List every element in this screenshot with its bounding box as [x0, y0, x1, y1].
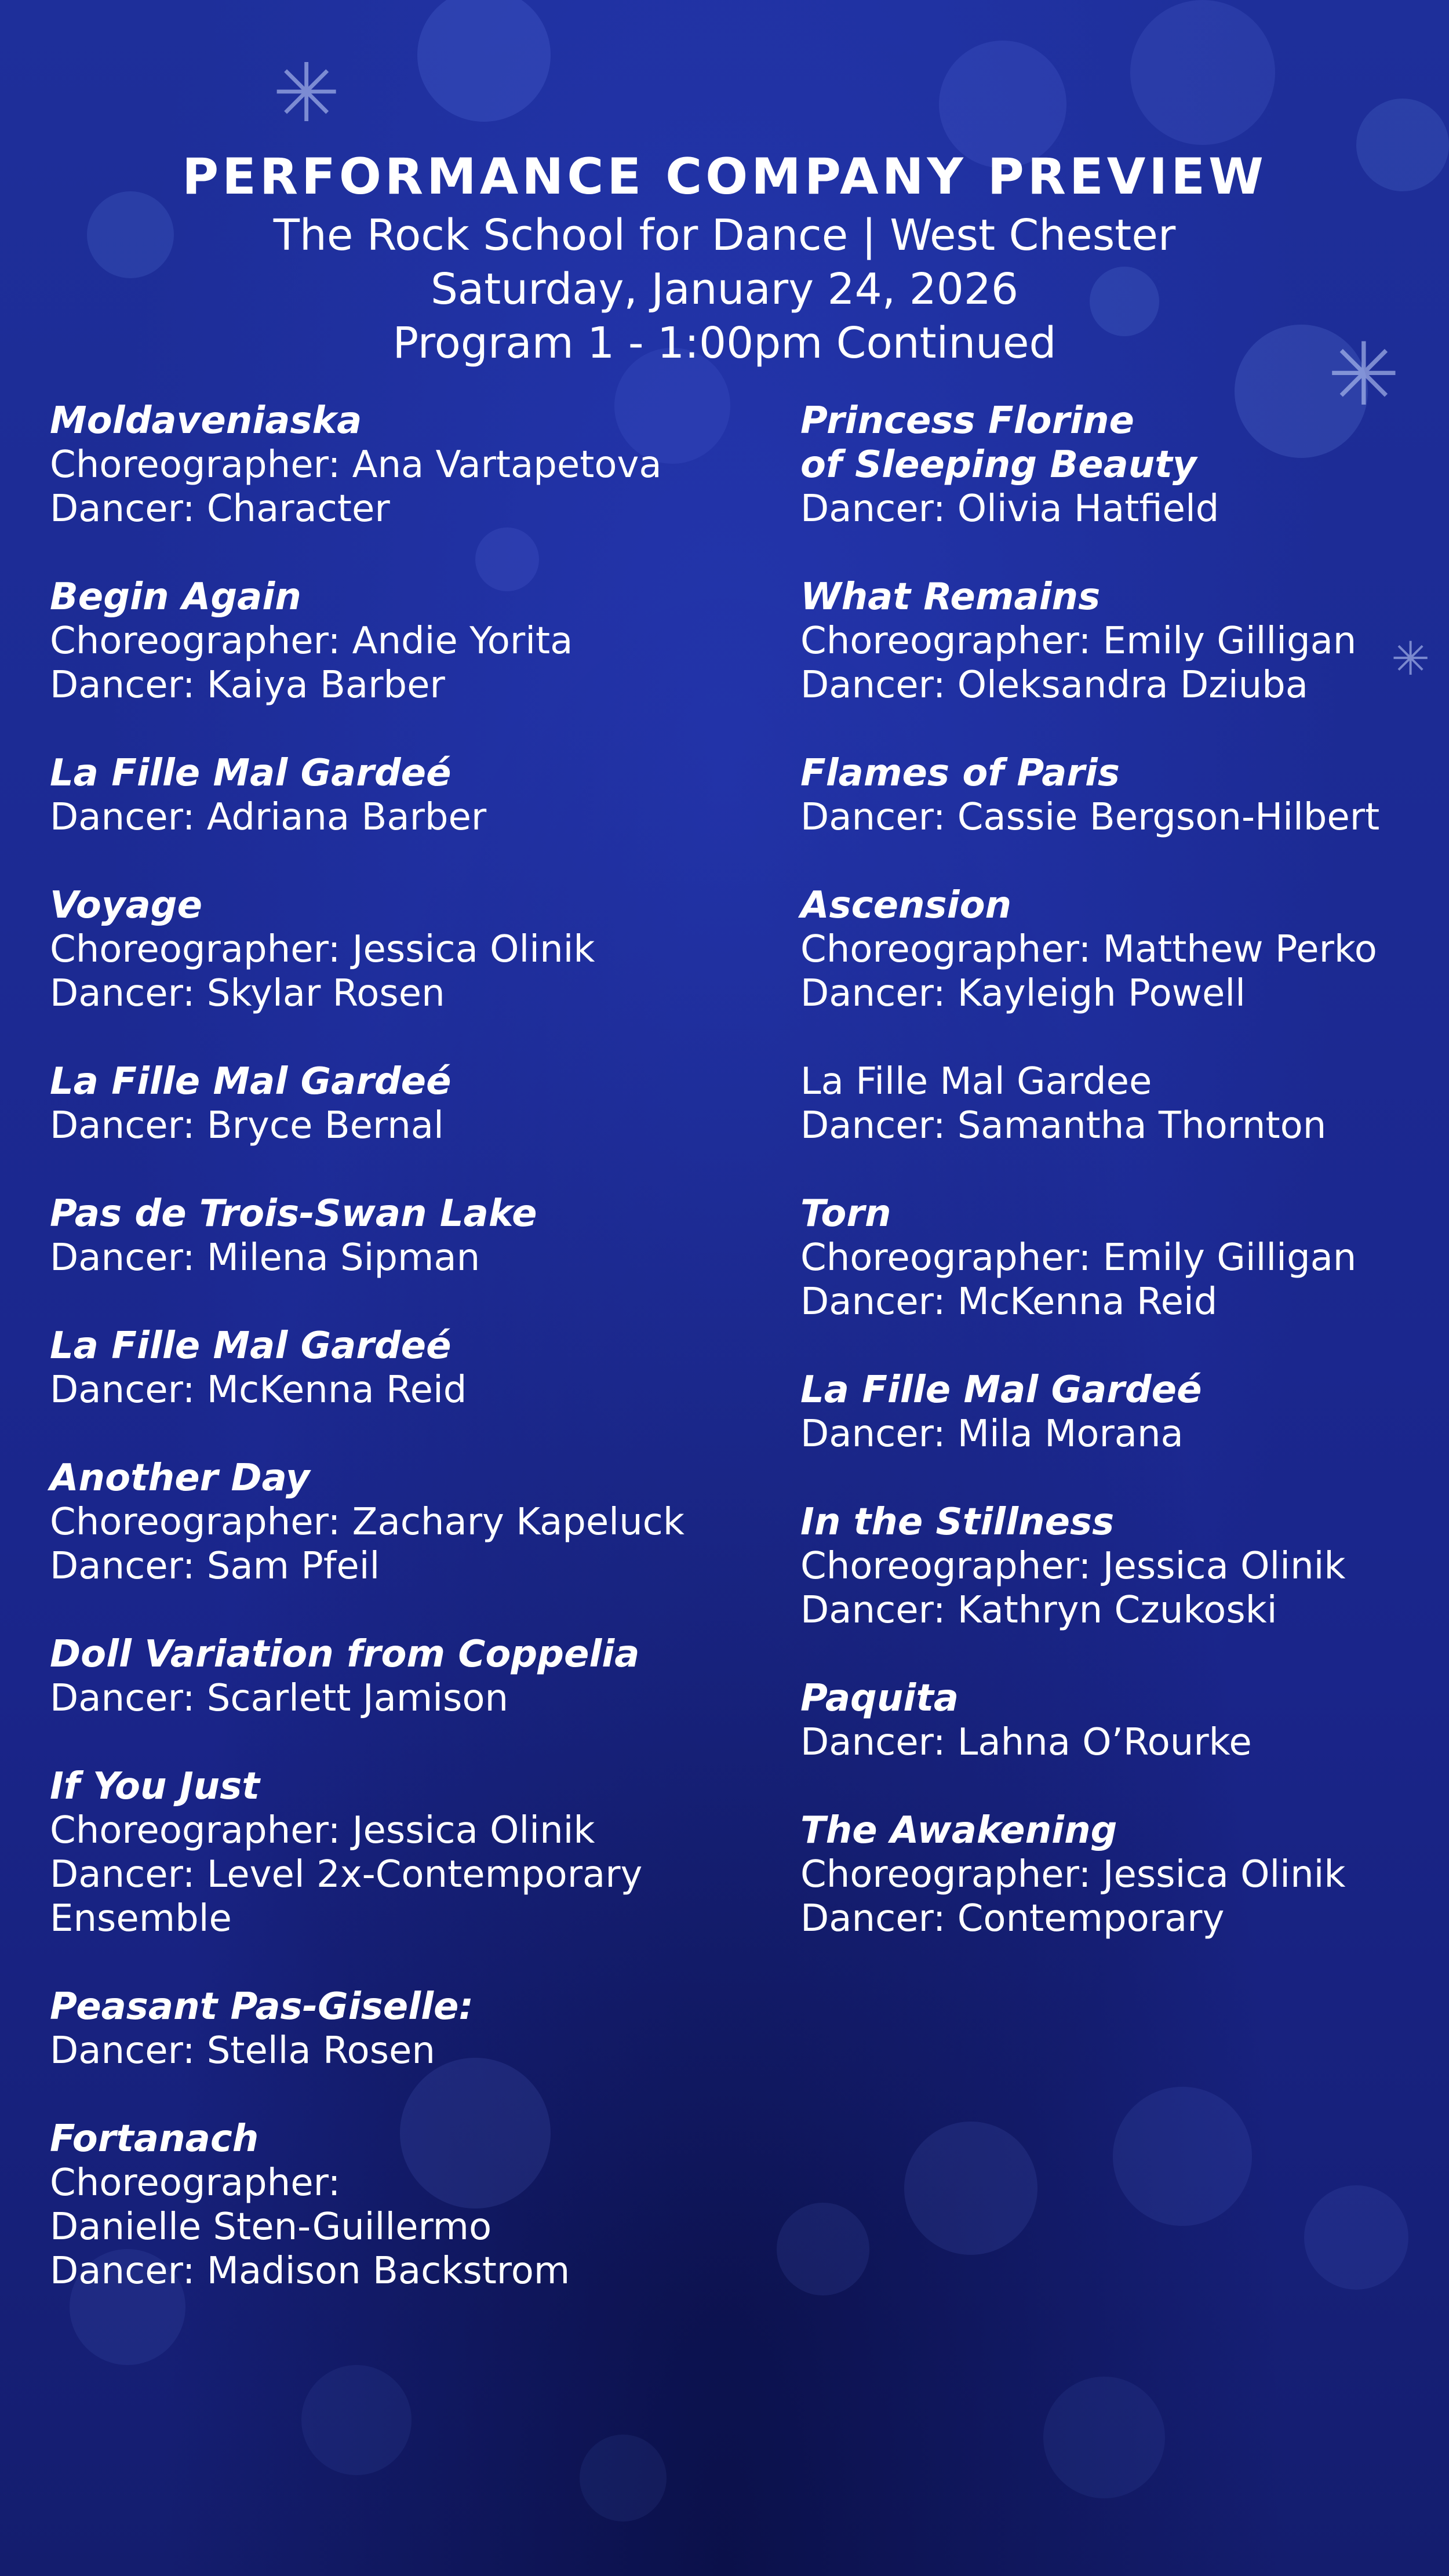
- program-entry: [50, 751, 745, 839]
- credit-line: Danielle Sten-Guillermo: [50, 2206, 492, 2248]
- piece-title: of Sleeping Beauty: [800, 443, 1197, 486]
- credit-line: Choreographer: Matthew Perko: [800, 928, 1377, 971]
- piece-title: La Fille Mal Gardeé: [50, 752, 452, 795]
- credit-line: Dancer: Oleksandra Dziuba: [800, 664, 1308, 707]
- credit-line: Dancer: Level 2x-Contemporary: [50, 1853, 643, 1896]
- program-entry: [50, 1632, 745, 1720]
- bokeh-circle: [1130, 0, 1275, 145]
- credit-line: Dancer: Kathryn Czukoski: [800, 1589, 1277, 1632]
- credit-line: Choreographer: Emily Gilligan: [800, 1236, 1357, 1279]
- program-entry: [800, 399, 1438, 531]
- program-entry: [800, 1676, 1438, 1764]
- credit-line: Dancer: Contemporary: [800, 1897, 1225, 1940]
- credit-line: Dancer: Adriana Barber: [50, 796, 487, 839]
- credit-line: Dancer: Skylar Rosen: [50, 972, 445, 1015]
- program-entry: [50, 399, 745, 531]
- program-entry: [800, 751, 1438, 839]
- program-entry: [800, 1060, 1438, 1148]
- credit-line: Dancer: McKenna Reid: [50, 1369, 467, 1411]
- bokeh-circle: [777, 2203, 869, 2295]
- credit-line: Dancer: Samantha Thornton: [800, 1104, 1327, 1147]
- credit-line: Dancer: Cassie Bergson-Hilbert: [800, 796, 1380, 839]
- bokeh-circle: [417, 0, 551, 122]
- program-entry: [800, 575, 1438, 707]
- bokeh-circle: [1043, 2377, 1165, 2498]
- program-entry: [800, 1192, 1438, 1324]
- credit-line: Dancer: Character: [50, 487, 390, 530]
- credit-line: Choreographer: Zachary Kapeluck: [50, 1501, 685, 1544]
- credit-line: Dancer: Madison Backstrom: [50, 2250, 570, 2293]
- credit-line: Dancer: Kaiya Barber: [50, 664, 445, 707]
- piece-title: Another Day: [50, 1457, 310, 1500]
- credit-line: Choreographer: Emily Gilligan: [800, 620, 1357, 663]
- piece-title: Princess Florine: [800, 399, 1134, 442]
- piece-title: What Remains: [800, 576, 1101, 618]
- credit-line: Dancer: Sam Pfeil: [50, 1545, 380, 1588]
- bokeh-circle: [904, 2122, 1037, 2255]
- program-entry: [800, 883, 1438, 1016]
- program-entry: [50, 1060, 745, 1148]
- piece-title: La Fille Mal Gardeé: [800, 1369, 1202, 1411]
- program-entry: [50, 1192, 745, 1280]
- bokeh-circle: [580, 2435, 667, 2522]
- program-entry: [50, 1985, 745, 2073]
- bokeh-circle: [301, 2365, 412, 2475]
- credit-line: Choreographer: Jessica Olinik: [800, 1545, 1346, 1588]
- credit-line: Dancer: Milena Sipman: [50, 1236, 480, 1279]
- piece-title: Begin Again: [50, 576, 301, 618]
- credit-line: Choreographer: Jessica Olinik: [50, 928, 595, 971]
- credit-line: Dancer: Olivia Hatfield: [800, 487, 1219, 530]
- program-entry: [50, 883, 745, 1016]
- sparkle-icon: ✳: [1327, 325, 1400, 425]
- credit-line: Ensemble: [50, 1897, 232, 1940]
- piece-title: Flames of Paris: [800, 752, 1120, 795]
- credit-line: Dancer: Bryce Bernal: [50, 1104, 444, 1147]
- credit-line: Choreographer: Jessica Olinik: [50, 1809, 595, 1852]
- credit-line: Dancer: Lahna O’Rourke: [800, 1721, 1252, 1764]
- credit-line: Dancer: Scarlett Jamison: [50, 1677, 509, 1720]
- program-entry: [50, 575, 745, 707]
- program-title: PERFORMANCE COMPANY PREVIEW: [182, 148, 1267, 206]
- piece-title: La Fille Mal Gardeé: [50, 1325, 452, 1367]
- credit-line: Choreographer: Jessica Olinik: [800, 1853, 1346, 1896]
- piece-title: Torn: [800, 1192, 891, 1235]
- program-entry: [800, 1809, 1438, 1941]
- program-line: Program 1 - 1:00pm Continued: [392, 318, 1057, 368]
- sparkle-icon: ✳: [272, 46, 341, 141]
- piece-title: Pas de Trois-Swan Lake: [50, 1192, 537, 1235]
- program-entry: [50, 2117, 745, 2293]
- credit-line: Choreographer:: [50, 2162, 341, 2204]
- piece-title: Doll Variation from Coppelia: [50, 1633, 640, 1676]
- left-column: [50, 399, 745, 2337]
- credit-line: Choreographer: Andie Yorita: [50, 620, 573, 663]
- sparkle-icon: ✳: [1391, 632, 1430, 686]
- bokeh-circle: [1304, 2185, 1408, 2290]
- right-column: [800, 399, 1438, 1985]
- program-entry: [50, 1324, 745, 1412]
- date-line: Saturday, January 24, 2026: [430, 264, 1019, 314]
- credit-line: Choreographer: Ana Vartapetova: [50, 443, 662, 486]
- bokeh-circle: [1113, 2087, 1252, 2226]
- credit-line: Dancer: Stella Rosen: [50, 2029, 435, 2072]
- program-header: [0, 145, 1449, 370]
- venue-line: The Rock School for Dance | West Chester: [273, 210, 1176, 260]
- piece-title: Voyage: [50, 884, 202, 927]
- credit-line: Dancer: Kayleigh Powell: [800, 972, 1246, 1015]
- credit-line: Dancer: McKenna Reid: [800, 1280, 1218, 1323]
- piece-title: Peasant Pas-Giselle:: [50, 1985, 474, 2028]
- piece-title: La Fille Mal Gardee: [800, 1060, 1152, 1103]
- program-entry: [800, 1500, 1438, 1632]
- credit-line: Dancer: Mila Morana: [800, 1413, 1184, 1456]
- piece-title: La Fille Mal Gardeé: [50, 1060, 452, 1103]
- piece-title: If You Just: [50, 1765, 260, 1808]
- piece-title: In the Stillness: [800, 1501, 1115, 1544]
- program-entry: [50, 1456, 745, 1588]
- piece-title: The Awakening: [800, 1809, 1117, 1852]
- program-entry: [800, 1368, 1438, 1456]
- piece-title: Moldaveniaska: [50, 399, 362, 442]
- piece-title: Fortanach: [50, 2117, 259, 2160]
- piece-title: Paquita: [800, 1677, 959, 1720]
- program-entry: [50, 1764, 745, 1941]
- piece-title: Ascension: [800, 884, 1012, 927]
